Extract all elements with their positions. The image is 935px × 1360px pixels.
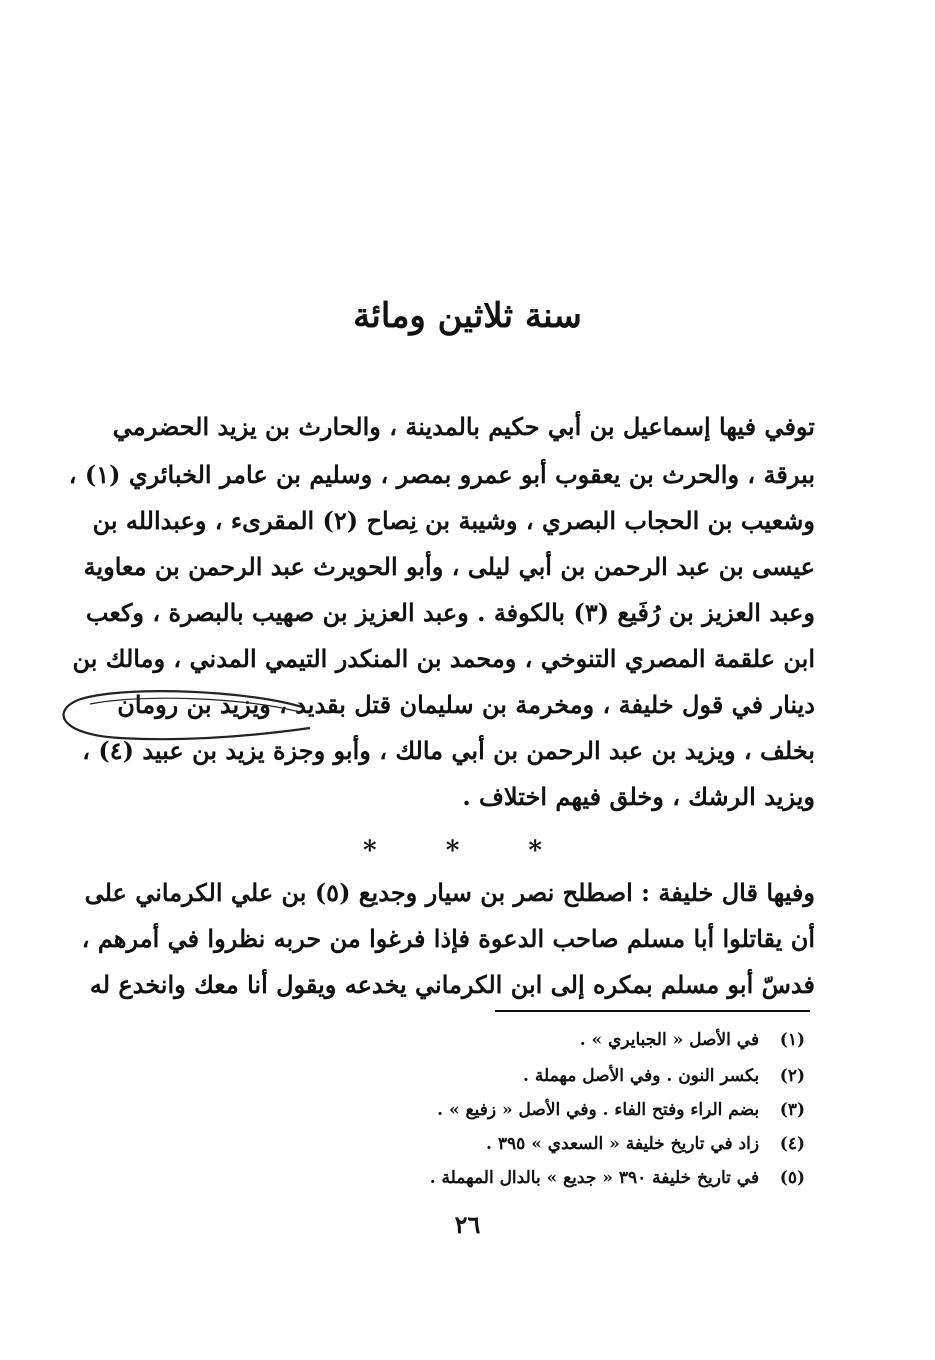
footnote-2	[145, 1066, 805, 1086]
footnote-text: زاد في تاريخ خليفة « السعدي » ٣٩٥ .	[486, 1134, 760, 1154]
section-separator: * * *	[363, 836, 572, 866]
footnote-1	[145, 1030, 805, 1050]
footnote-number: (٢)	[779, 1066, 805, 1086]
paragraph2-line-2: أن يقاتلوا أبا مسلم صاحب الدعوة فإذا فرغوا من حربه نظروا في أمرهم ،	[81, 924, 815, 953]
footnote-number: (٤)	[779, 1134, 805, 1154]
footnote-text: بكسر النون . وفي الأصل مهملة .	[523, 1066, 760, 1086]
footnote-text: في الأصل « الجبايري » .	[579, 1030, 760, 1050]
paragraph1-line-4: عيسى بن عبد الرحمن بن أبي ليلى ، وأبو الحويرث عبد الرحمن بن معاوية	[83, 552, 815, 581]
footnote-number: (٣)	[779, 1100, 805, 1120]
paragraph1-line-1: توفي فيها إسماعيل بن أبي حكيم بالمدينة ، والحارث بن يزيد الحضرمي	[112, 412, 815, 441]
paragraph1-line-5: وعبد العزيز بن رُفَيع (٣) بالكوفة . وعبد العزيز بن صهيب بالبصرة ، وكعب	[85, 598, 815, 627]
paragraph2-line-1: وفيها قال خليفة : اصطلح نصر بن سيار وجديع (٥) بن علي الكرماني على	[84, 878, 815, 907]
footnote-text: في تاريخ خليفة ٣٩٠ « جديع » بالدال المهملة .	[429, 1168, 760, 1188]
footnote-text: بضم الراء وفتح الفاء . وفي الأصل « زفيع » .	[437, 1100, 760, 1120]
paragraph1-line-3: وشعيب بن الحجاب البصري ، وشيبة بن نِصاح (٢) المقرىء ، وعبدالله بن	[92, 506, 815, 535]
paragraph2-line-3: فدسّ أبو مسلم بمكره إلى ابن الكرماني يخدعه ويقول أنا معك وانخدع له	[89, 970, 815, 999]
paragraph1-line-7: دينار في قول خليفة ، ومخرمة بن سليمان قتل بقديد ، ويزيد بن رومان	[117, 690, 815, 719]
footnote-number: (٥)	[779, 1168, 805, 1188]
footnote-3	[145, 1100, 805, 1120]
footnote-4	[145, 1134, 805, 1154]
page-number: ٢٦	[454, 1210, 481, 1239]
paragraph1-line-8: بخلف ، ويزيد بن عبد الرحمن بن أبي مالك ، وأبو وجزة يزيد بن عبيد (٤) ،	[82, 736, 815, 765]
paragraph1-line-9: ويزيد الرشك ، وخلق فيهم اختلاف .	[462, 782, 815, 811]
paragraph1-line-2: ببرقة ، والحرث بن يعقوب أبو عمرو بمصر ، وسليم بن عامر الخبائري (١) ،	[68, 460, 815, 489]
footnote-divider	[495, 1010, 810, 1012]
footnote-5	[145, 1168, 805, 1188]
footnote-number: (١)	[779, 1030, 805, 1050]
chapter-heading: سنة ثلاثين ومائة	[353, 296, 582, 336]
paragraph1-line-6: ابن علقمة المصري التنوخي ، ومحمد بن المنكدر التيمي المدني ، ومالك بن	[72, 644, 815, 673]
